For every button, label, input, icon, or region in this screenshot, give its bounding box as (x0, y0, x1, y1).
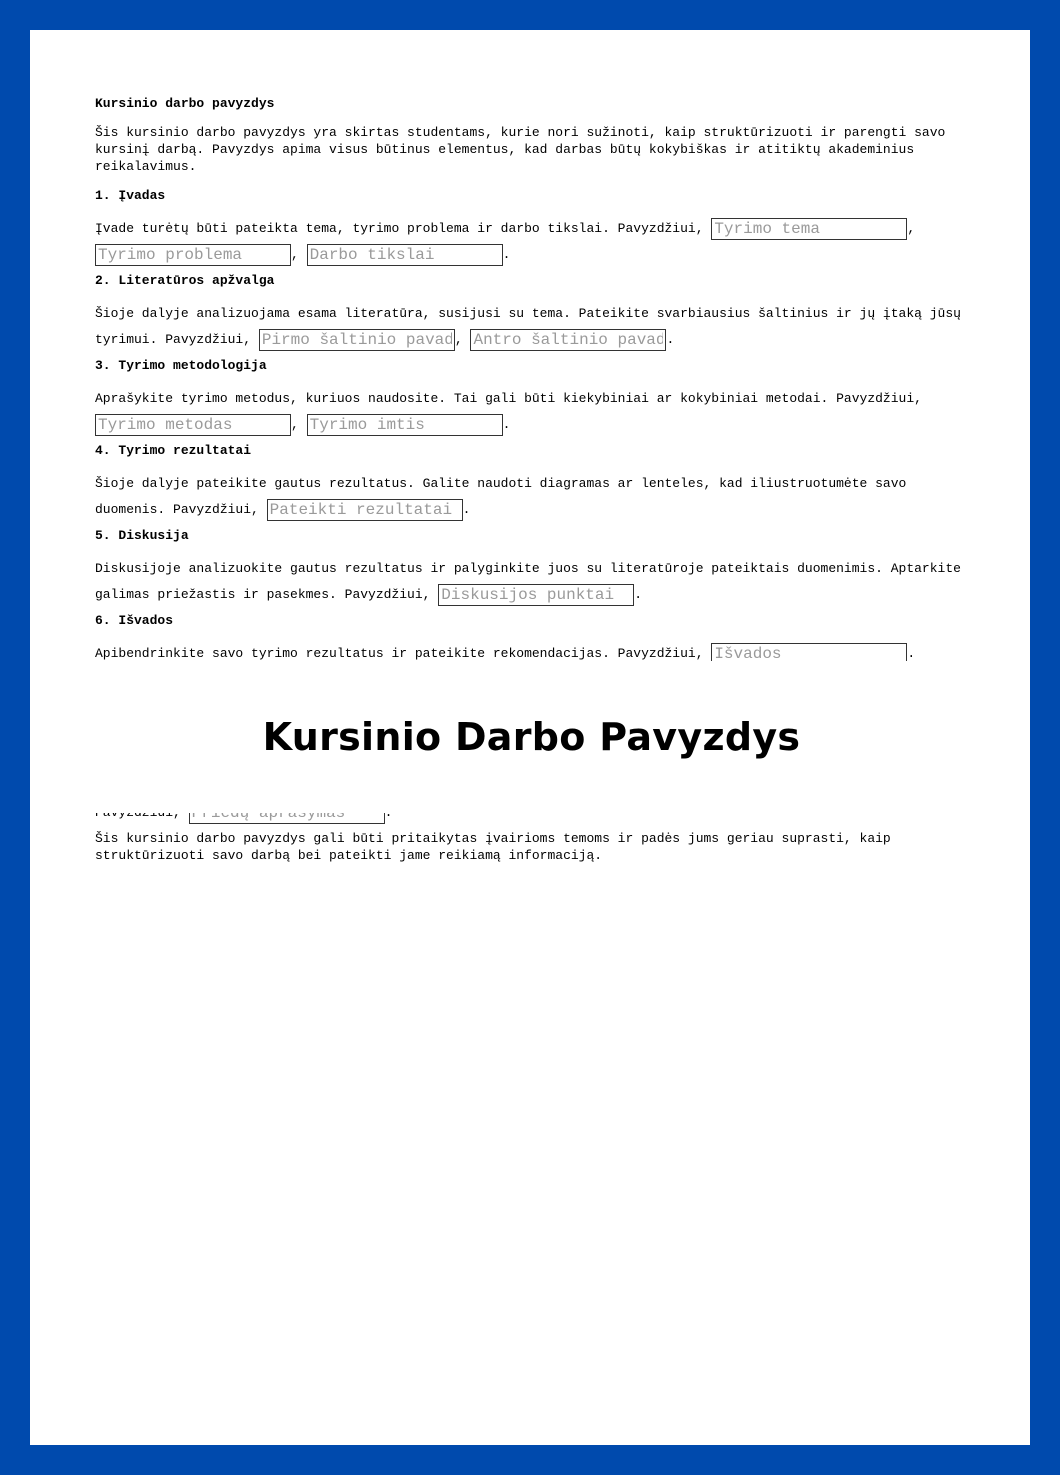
comma: , (907, 221, 916, 236)
comma: , (291, 247, 299, 262)
document-body (95, 95, 965, 671)
period: . (634, 587, 643, 602)
section-body: Šioje dalyje pateikite gautus rezultatus. Galite naudoti diagramas ar lenteles, kad iliustruotumėte savo duomenis. Pavyzdžiui, (95, 476, 907, 517)
banner-title: Kursinio Darbo Pavyzdys (262, 715, 801, 759)
period: . (502, 417, 511, 432)
title-banner (30, 661, 1030, 813)
section-heading-ivadas: 1. Įvadas (95, 188, 166, 203)
period: . (502, 247, 511, 262)
period: . (907, 646, 916, 661)
closing-paragraph: Šis kursinio darbo pavyzdys gali būti pritaikytas įvairioms temoms ir padės jums geriau suprasti, kaip struktūrizuoti savo darbą bei pateikti jame reikiamą informaciją. (95, 831, 891, 863)
goals-input[interactable] (307, 244, 503, 266)
section-heading-literature: 2. Literatūros apžvalga (95, 273, 275, 288)
method-input[interactable] (95, 414, 291, 436)
section-text-methodology (95, 386, 965, 438)
section-heading-results: 4. Tyrimo rezultatai (95, 443, 252, 458)
sample-input[interactable] (307, 414, 503, 436)
section-body: Aprašykite tyrimo metodus, kuriuos naudosite. Tai gali būti kiekybiniai ar kokybiniai metodai. Pavyzdžiui, (95, 391, 922, 406)
section-text-literature (95, 301, 965, 353)
first-source-input[interactable] (259, 329, 455, 351)
period: . (462, 502, 471, 517)
second-source-input[interactable] (470, 329, 666, 351)
document-title: Kursinio darbo pavyzdys (95, 96, 275, 111)
intro-paragraph: Šis kursinio darbo pavyzdys yra skirtas studentams, kurie nori sužinoti, kaip struktūrizuoti ir parengti savo kursinį darbą. Pavyzdys apima visus būtinus elementus, kad darbas būtų kokybiškas ir atitiktų akademinius reikalavimus. (95, 125, 946, 174)
section-text-discussion (95, 556, 965, 608)
discussion-input[interactable] (438, 584, 634, 606)
section-body: Diskusijoje analizuokite gautus rezultatus ir palyginkite juos su literatūroje pateiktais duomenimis. Aptarkite galimas priežastis ir pasekmes. Pavyzdžiui, (95, 561, 961, 602)
problem-input[interactable] (95, 244, 291, 266)
period: . (666, 332, 675, 347)
results-input[interactable] (267, 499, 463, 521)
section-heading-methodology: 3. Tyrimo metodologija (95, 358, 267, 373)
section-heading-conclusions: 6. Išvados (95, 613, 174, 628)
comma: , (291, 417, 299, 432)
section-text-results (95, 471, 965, 523)
section-body: Apibendrinkite savo tyrimo rezultatus ir pateikite rekomendacijas. Pavyzdžiui, (95, 646, 704, 661)
section-text-ivadas (95, 216, 965, 268)
section-body: Šioje dalyje analizuojama esama literatūra, susijusi su tema. Pateikite svarbiausius šaltinius ir jų įtaką jūsų tyrimui. Pavyzdžiui, (95, 306, 961, 347)
comma: , (454, 332, 463, 347)
topic-input[interactable] (711, 218, 907, 240)
document-page (30, 30, 1030, 1445)
section-body: Įvade turėtų būti pateikta tema, tyrimo problema ir darbo tikslai. Pavyzdžiui, (95, 221, 704, 236)
section-heading-discussion: 5. Diskusija (95, 528, 189, 543)
